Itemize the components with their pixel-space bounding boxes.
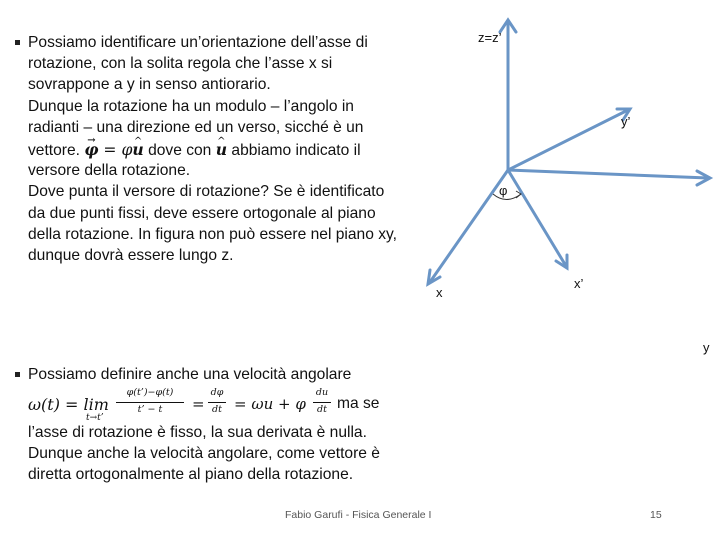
label-y-axis: y xyxy=(703,340,710,355)
text-line: Dove punta il versore di rotazione? Se è identificato xyxy=(28,183,385,200)
footer-author: Fabio Garufi - Fisica Generale I xyxy=(285,509,432,521)
fraction-1-denominator: t’ − t xyxy=(137,404,163,415)
limit-subscript: t→t’ xyxy=(86,413,104,423)
fraction-3-numerator: du xyxy=(315,387,329,398)
u-hat-symbol: ^ u xyxy=(216,139,227,160)
label-x-axis: x xyxy=(436,285,443,300)
text-line: Dunque la rotazione ha un modulo – l’angolo in xyxy=(28,98,354,115)
label-z-axis: z=z’ xyxy=(478,30,502,45)
phi-symbol: φ xyxy=(121,141,133,159)
text-line: rotazione, con la solita regola che l’asse x si xyxy=(28,55,333,72)
text-line: della rotazione. In figura non può essere nel piano xy, xyxy=(28,226,398,243)
text-line: Possiamo identificare un’orientazione dell’asse di xyxy=(28,34,368,51)
fraction-2-numerator: dφ xyxy=(210,387,224,398)
label-y-prime-axis: y’ xyxy=(621,114,631,129)
y-prime-axis xyxy=(508,110,631,170)
text-line: versore della rotazione. xyxy=(28,162,191,179)
fraction-2-bar xyxy=(208,402,226,403)
text-line: diretta ortogonalmente al piano della rotazione. xyxy=(28,466,354,483)
u-hat-symbol: ^ u xyxy=(132,139,143,160)
x-axis xyxy=(430,170,508,282)
text-line: dunque dovrà essere lungo z. xyxy=(28,247,234,264)
bullet-2 xyxy=(15,372,20,377)
text-line: Possiamo definire anche una velocità angolare xyxy=(28,366,352,383)
equals-sign: = xyxy=(98,141,122,159)
formula-lhs: ω(t) = lim xyxy=(28,395,109,414)
y-axis xyxy=(508,170,708,178)
fraction-3-bar xyxy=(313,402,331,403)
text-line: sovrappone a y in senso antiorario. xyxy=(28,76,271,93)
page-number: 15 xyxy=(650,509,662,521)
fraction-3-denominator: dt xyxy=(317,404,327,415)
formula-middle: = ωu + φ xyxy=(234,395,306,413)
fraction-2-denominator: dt xyxy=(212,404,222,415)
equals-sign: = xyxy=(192,395,205,413)
text-line: da due punti fissi, deve essere ortogonale al piano xyxy=(28,205,376,222)
text-fragment: vettore. xyxy=(28,142,81,159)
text-fragment: dove con xyxy=(148,142,212,159)
fraction-1-bar xyxy=(116,402,184,403)
text-line: l’asse di rotazione è fisso, la sua derivata è nulla. xyxy=(28,424,367,441)
phi-vector-symbol: → φ xyxy=(84,139,98,160)
fraction-1-numerator: φ(t’)−φ(t) xyxy=(126,387,174,398)
formula-tail-text: ma se xyxy=(337,395,380,412)
text-fragment: abbiamo indicato il xyxy=(231,142,361,159)
label-x-prime-axis: x’ xyxy=(574,276,584,291)
x-prime-axis xyxy=(508,170,566,266)
label-phi-angle: φ xyxy=(499,183,508,198)
text-line: Dunque anche la velocità angolare, come vettore è xyxy=(28,445,380,462)
text-line: radianti – una direzione ed un verso, sicché è un xyxy=(28,119,364,136)
